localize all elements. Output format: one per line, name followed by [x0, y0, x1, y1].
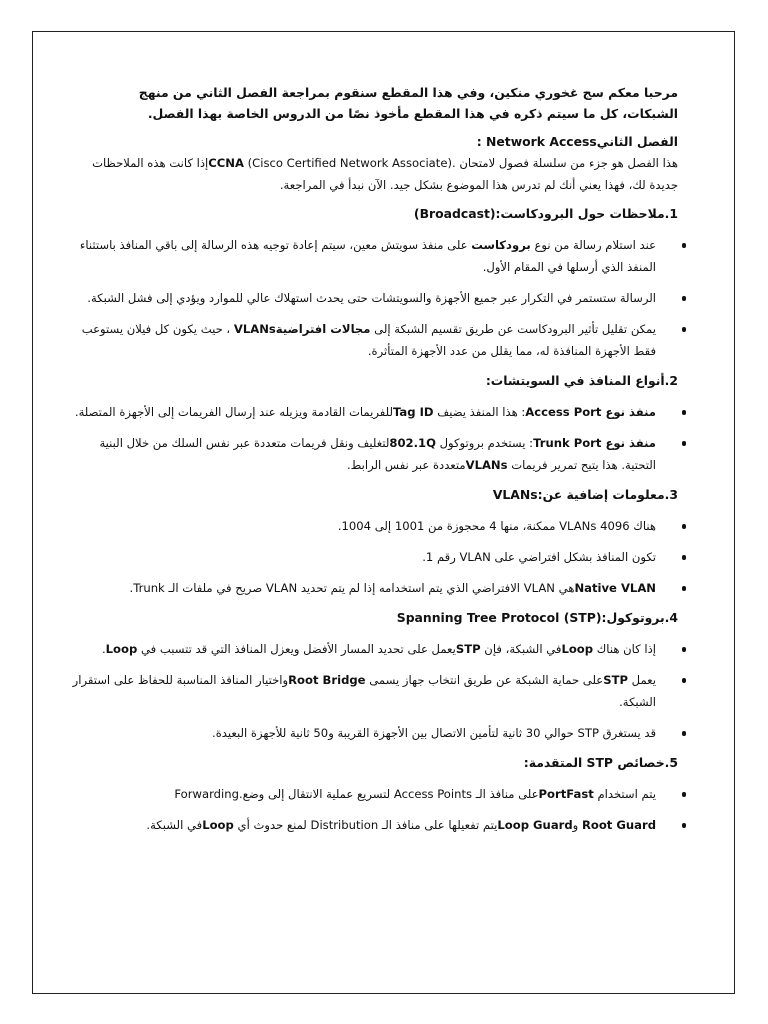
bold-term: Tag ID [393, 405, 434, 419]
bullet-icon [682, 731, 687, 736]
bold-term: VLANs [233, 322, 276, 336]
chapter-description-part2: إذا كانت هذه الملاحظات جديدة لك، فهذا يعني أنك لم تدرس هذا الموضوع بشكل جيد. الآن نبدأ في المراجعة. [92, 156, 678, 192]
bullet-icon [682, 647, 687, 652]
bold-term: STP [603, 673, 628, 687]
bold-term: Loop [105, 642, 138, 656]
list-item: قد يستغرق STP حوالي 30 ثانية لتأمين الاتصال بين الأجهزة القريبة و50 ثانية للأجهزة البعيدة. [68, 722, 678, 744]
section-title: 4.بروتوكول:(Spanning Tree Protocol (STP [396, 610, 678, 625]
bold-term: Loop [561, 642, 594, 656]
bold-term: منفذ نوع [601, 436, 656, 450]
list-item: الرسالة ستستمر في التكرار عبر جميع الأجهزة والسويتشات حتى يحدث استهلاك عالي للموارد ويؤدي إلى فشل الشبكة. [68, 287, 678, 309]
list-item: Root Guard وLoop Guardيتم تفعيلها على منافذ الـ Distribution لمنع حدوث أي Loopفي الشبكة. [68, 814, 678, 836]
document-body [72, 82, 678, 845]
bullet-list [90, 783, 678, 836]
list-item: يمكن تقليل تأثير البرودكاست عن طريق تقسيم الشبكة إلى مجالات افتراضيةVLANs ، حيث يكون كل فيلان يستوعب فقط الأجهزة المنافذة له، مما يقلل من عدد الأجهزة المتأثرة. [68, 318, 678, 362]
list-item: إذا كان هناك Loopفي الشبكة، فإن STPيعمل على تحديد المسار الأفضل ويعزل المنافذ التي قد تتسبب في Loop. [68, 638, 678, 660]
bullet-icon [682, 410, 687, 415]
bullet-icon [682, 678, 687, 683]
list-item: تكون المنافذ بشكل افتراضي على VLAN رقم 1. [68, 546, 678, 568]
list-item: يتم استخدام PortFastعلى منافذ الـ Access Points لتسريع عملية الانتقال إلى وضع.Forwarding [68, 783, 678, 805]
list-item: يعمل STPعلى حماية الشبكة عن طريق انتخاب جهاز يسمى Root Bridgeواختيار المنافذ المناسبة للحفاظ على استقرار الشبكة. [68, 669, 678, 713]
bullet-icon [682, 823, 687, 828]
bullet-icon [682, 586, 687, 591]
bold-term: STP [455, 642, 481, 656]
bold-term: Access Port [525, 405, 602, 419]
list-item: عند استلام رسالة من نوع برودكاست على منفذ سويتش معين، سيتم إعادة توجيه هذه الرسالة إلى باقي المنافذ باستثناء المنفذ الذي أرسلها في المقام الأول. [68, 234, 678, 278]
chapter-description-term: CCNA [208, 156, 244, 170]
chapter-description [90, 152, 678, 196]
bold-term: Root Guard [581, 818, 656, 832]
section-title: 5.خصائص STP المتقدمة: [523, 755, 678, 770]
bullet-icon [682, 524, 687, 529]
section-title: 3.معلومات إضافية عن:VLANs [492, 487, 678, 502]
bullet-icon [682, 792, 687, 797]
bullet-icon [682, 555, 687, 560]
sections-container [72, 204, 678, 836]
bold-term: منفذ نوع [601, 405, 656, 419]
bold-term: PortFast [538, 787, 594, 801]
bold-term: Root Bridge [288, 673, 366, 687]
bold-term: Trunk Port [533, 436, 602, 450]
bold-term: VLANs [465, 458, 508, 472]
bold-term: برودكاست [471, 238, 531, 252]
bold-term: Loop [202, 818, 234, 832]
section-title: 2.أنواع المنافذ في السويتشات: [485, 373, 678, 388]
bullet-icon [682, 243, 687, 248]
intro-paragraph: مرحبا معكم سج غخوري منكين، وفي هذا المقطع سنقوم بمراجعة الفصل الثاني من منهج الشبكات، كل ما سيتم ذكره في هذا المقطع مأخوذ نصًا من الدروس الخاصة بهذا الفصل. [138, 85, 678, 121]
chapter-title: الفصل الثانيNetwork Access : [476, 134, 678, 149]
list-item: هناك 4096 VLANs ممكنة، منها 4 محجوزة من 1001 إلى 1004. [68, 515, 678, 537]
bullet-icon [682, 327, 687, 332]
bold-term: Native VLAN [574, 581, 656, 595]
bullet-list [79, 234, 678, 362]
chapter-description-part1: هذا الفصل هو جزء من سلسلة فصول لامتحان .(Cisco Certified Network Associate) [243, 156, 678, 170]
bullet-list [90, 515, 678, 599]
bullet-icon [682, 296, 687, 301]
list-item: منفذ نوع Access Port: هذا المنفذ يضيف Tag IDللفريمات القادمة ويزيله عند إرسال الفريمات إلى الأجهزة المتصلة. [68, 401, 678, 423]
list-item: Native VLANهي VLAN الافتراضي الذي يتم استخدامه إذا لم يتم تحديد VLAN صريح في ملفات الـ Trunk. [68, 577, 678, 599]
list-item: منفذ نوع Trunk Port: يستخدم بروتوكول 802.1Qلتغليف ونقل فريمات متعددة عبر نفس السلك من خلال البنية التحتية. هذا يتيح تمرير فريمات VLANsمتعددة عبر نفس الرابط. [68, 432, 678, 476]
bullet-icon [682, 441, 687, 446]
bold-term: Loop Guard [497, 818, 573, 832]
bold-term: 802.1Q [389, 436, 436, 450]
section-title: 1.ملاحظات حول البرودكاست:(Broadcast) [413, 206, 678, 221]
bullet-list [72, 638, 678, 744]
bold-term: مجالات افتراضية [275, 322, 371, 336]
bullet-list [74, 401, 678, 476]
